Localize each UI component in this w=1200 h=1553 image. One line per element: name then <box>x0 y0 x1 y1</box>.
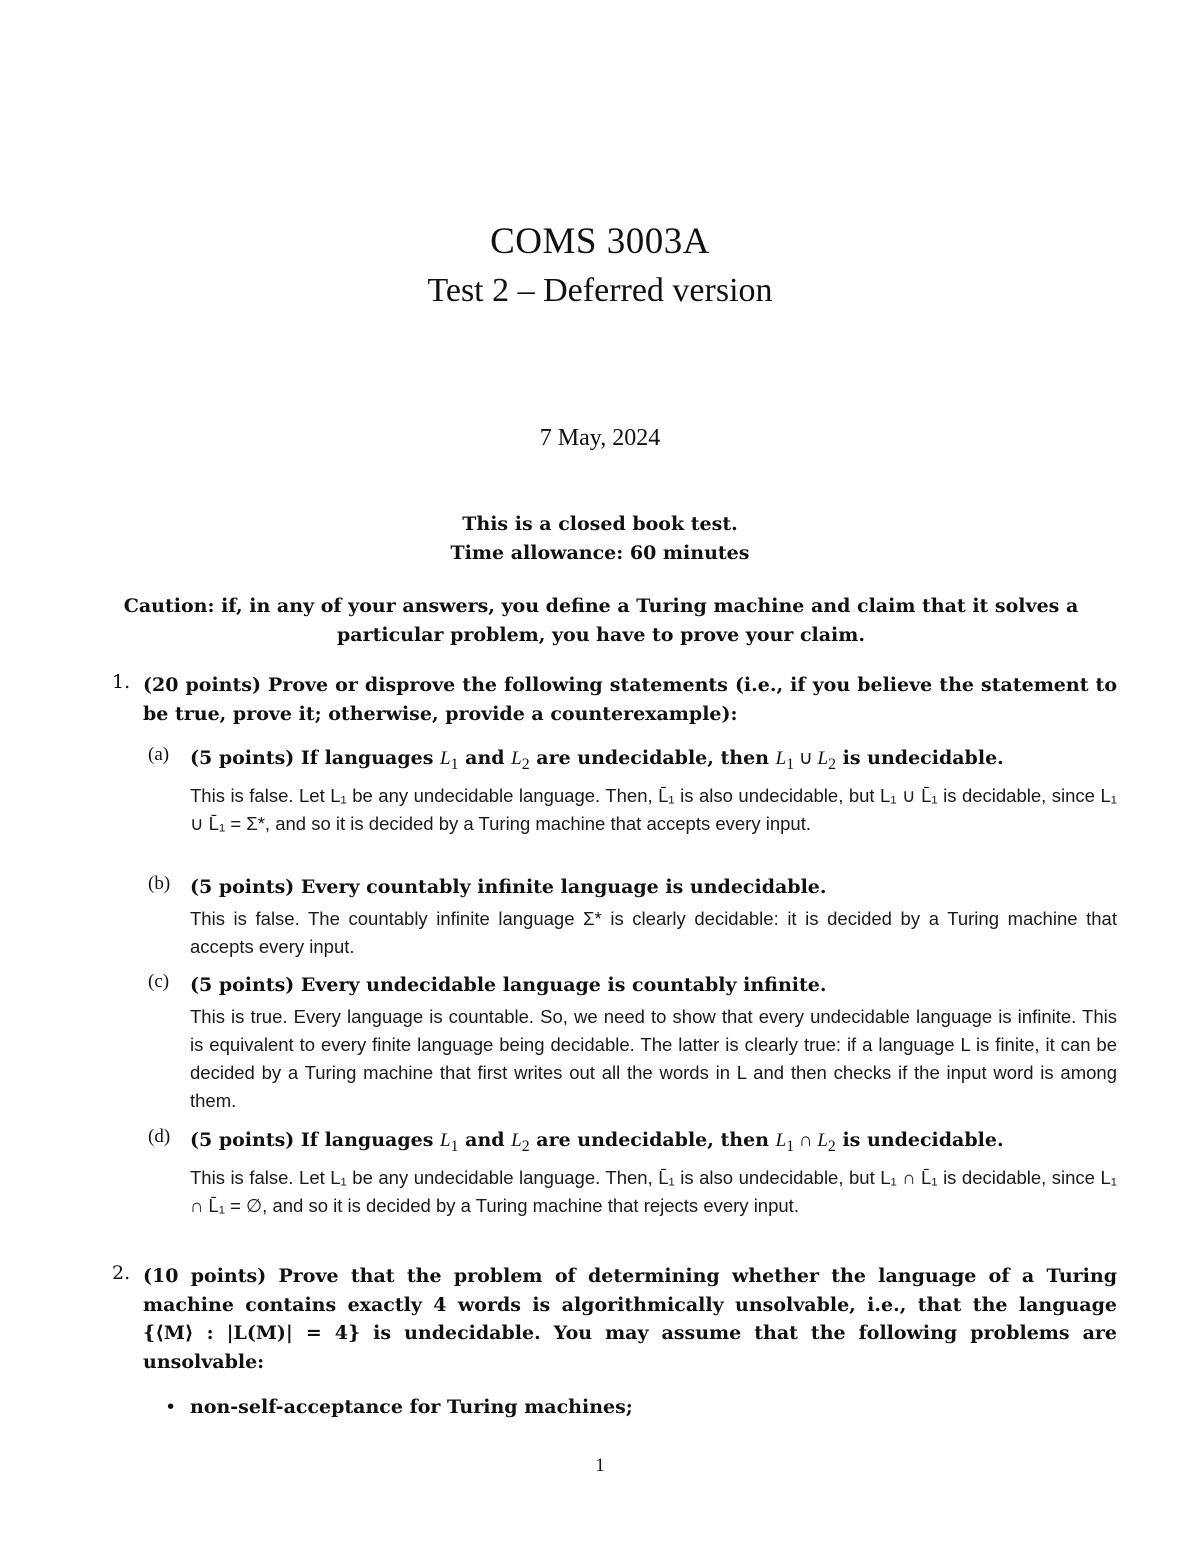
part-b-question: (5 points) Every countably infinite language is undecidable. <box>190 876 827 898</box>
test-date: 7 May, 2024 <box>539 425 661 451</box>
part-a <box>190 744 1117 838</box>
time-allowance: Time allowance: 60 minutes <box>450 542 750 564</box>
part-a-answer: This is false. Let L₁ be any undecidable language. Then, L̄₁ is also undecidable, but L₁ ∪ L̄₁ is decidable, since L₁ ∪ L̄₁ = Σ*, and so it is decided by a Turing machine that accepts every input. <box>190 785 1117 835</box>
part-c-question: (5 points) Every undecidable language is countably infinite. <box>190 974 827 996</box>
part-c <box>190 971 1117 1115</box>
test-subtitle: Test 2 – Deferred version <box>427 272 773 309</box>
question-2-number: 2. <box>112 1262 131 1284</box>
caution-notice: Caution: if, in any of your answers, you define a Turing machine and claim that it solves a particular problem, you have to prove your claim. <box>123 595 1079 646</box>
part-d-answer: This is false. Let L₁ be any undecidable language. Then, L̄₁ is also undecidable, but L₁ ∩ L̄₁ is decidable, since L₁ ∩ L̄₁ = ∅, and so it is decided by a Turing machine that rejects every input. <box>190 1167 1117 1217</box>
part-a-question: (5 points) If languages $L_1$ and $L_2$ are undecidable, then $L_1$ ∪ $L_2$ is undecidable. <box>190 747 1004 773</box>
bullet-dot-icon: • <box>165 1396 177 1418</box>
question-1-prompt: (20 points) Prove or disprove the following statements (i.e., if you believe the statement to be true, prove it; otherwise, provide a counterexample): <box>143 674 1117 725</box>
question-1-number: 1. <box>112 671 131 693</box>
part-c-answer: This is true. Every language is countable. So, we need to show that every undecidable language is infinite. This is equivalent to every finite language being decidable. The latter is clearly true: if a language L is finite, it can be decided by a Turing machine that first writes out all the words in L and then checks if the input word is among them. <box>190 1005 1117 1111</box>
part-b-answer: This is false. The countably infinite language Σ* is clearly decidable: it is decided by a Turing machine that accepts every input. <box>190 907 1117 957</box>
question-2-prompt: (10 points) Prove that the problem of determining whether the language of a Turing machine contains exactly 4 words is algorithmically unsolvable, i.e., that the language {⟨M⟩ : |L(M)| = 4} is undecidable. You may assume that the following problems are unsolvable: <box>143 1265 1117 1373</box>
part-b <box>190 873 1117 961</box>
part-d-label: (d) <box>148 1126 171 1147</box>
part-d <box>190 1126 1117 1220</box>
page-number: 1 <box>595 1455 605 1476</box>
part-b-label: (b) <box>148 873 171 894</box>
part-d-question: (5 points) If languages $L_1$ and $L_2$ are undecidable, then $L_1$ ∩ $L_2$ is undecidable. <box>190 1129 1004 1155</box>
part-a-label: (a) <box>148 744 170 765</box>
bullet-item: non-self-acceptance for Turing machines; <box>190 1396 633 1418</box>
closed-book-notice: This is a closed book test. <box>462 513 738 535</box>
course-title: COMS 3003A <box>490 221 710 262</box>
part-c-label: (c) <box>148 971 170 992</box>
